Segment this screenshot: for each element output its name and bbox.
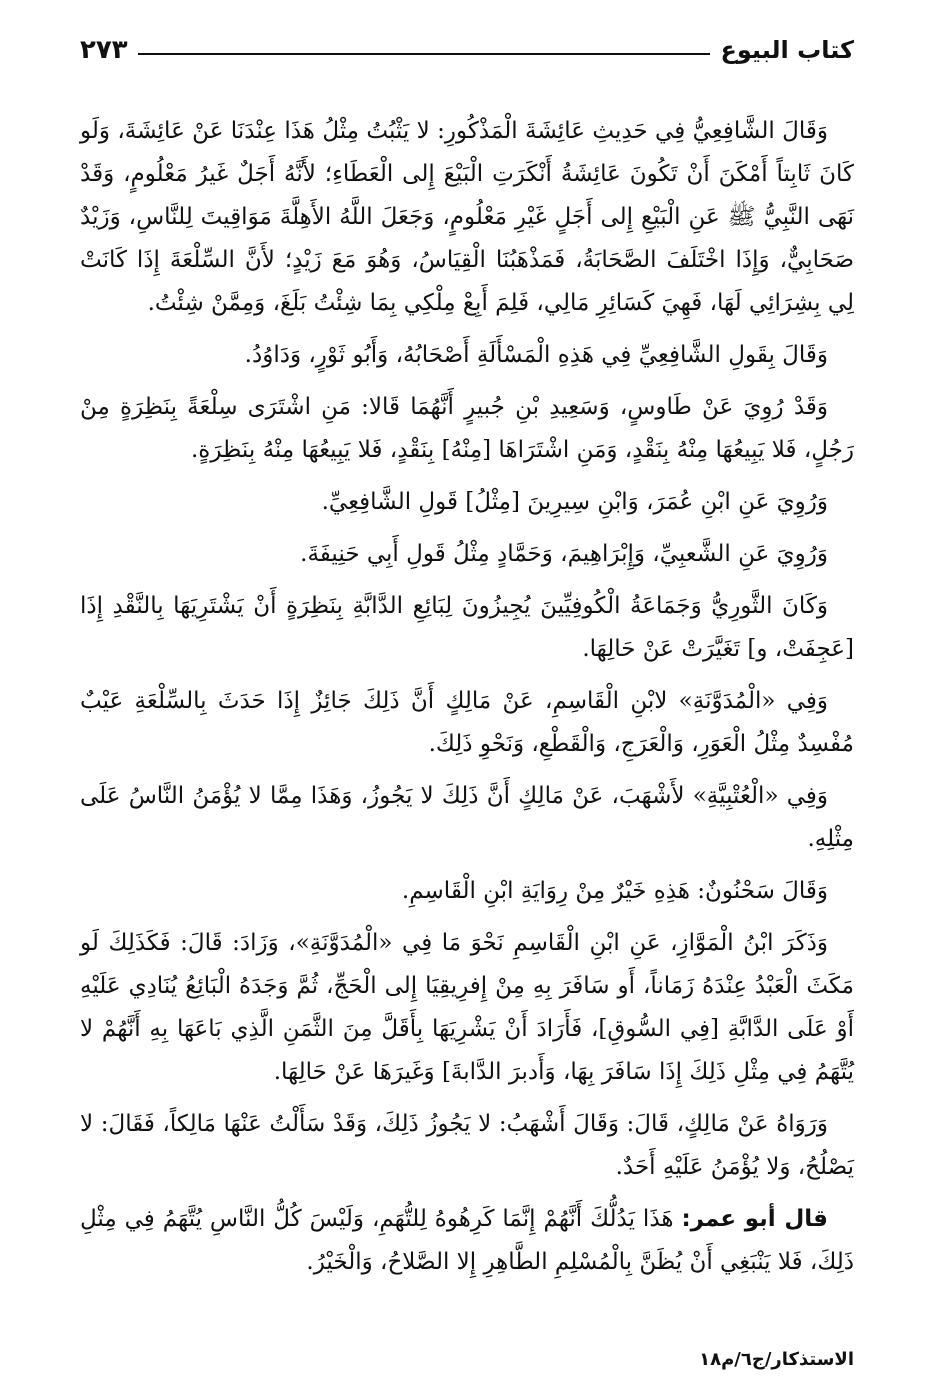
paragraph	[80, 680, 854, 766]
paragraph-text: وَرُوِيَ عَنِ ابْنِ عُمَرَ، وَابْنِ سِيرِينَ [مِثْلُ] قَولِ الشَّافِعِيِّ.	[321, 489, 828, 515]
paragraph-text: وَكَانَ الثَّورِيُّ وَجَمَاعَةُ الْكُوفِيِّينَ يُجِيزُونَ لِبَائِعِ الدَّابَّةِ بِنَظِرَةٍ أَنْ يَشْتَرِيَهَا بِالنَّقْدِ إِذَا [عَجِفَتْ، و] تَغَيَّرَتْ عَنْ حَالِهَا.	[80, 593, 854, 662]
paragraph-text: وَفِي «الْعُتْبِيَّةِ» لأَشْهَبَ، عَنْ مَالِكٍ أَنَّ ذَلِكَ لا يَجُوزُ، وَهَذَا مِمَّا لا يُؤْمَنُ النَّاسُ عَلَى مِثْلِهِ.	[80, 783, 854, 852]
paragraph	[80, 334, 854, 377]
paragraph-text: وَقَالَ الشَّافِعِيُّ فِي حَدِيثِ عَائِشَةَ الْمَذْكُورِ: لا يَثْبُتُ مِثْلُ هَذَا عِنْدَنَا عَنْ عَائِشَةَ، وَلَو كَانَ ثَابِتاً أَمْكَنَ أَنْ تَكُونَ عَائِشَةُ أَنْكَرَتِ الْبَيْعَ إِلى الْعَطَاءِ؛ لأَنَّهُ أَجَلٌ غَيرُ مَعْلُومٍ، وَقَدْ نَهَى النَّبِيُّ ﷺ عَنِ الْبَيْعِ إِلى أَجَلٍ غَيْرِ مَعْلُومٍ، وَجَعَلَ اللَّهُ الأَهِلَّةَ مَوَاقِيتَ لِلنَّاسِ، وَزَيْدٌ صَحَابِيٌّ، وَإِذَا اخْتَلَفَ الصَّحَابَةُ، فَمَذْهَبُنَا الْقِيَاسُ، وَهُوَ مَعَ زَيْدٍ؛ لأَنَّ السِّلْعَةَ إِذَا كَانَتْ لِي بِشِرَائِي لَهَا، فَهِيَ كَسَائِرِ مَالِي، فَلِمَ أَبِعْ مِلْكِي بِمَا شِئْتُ بَلَغَ، وَمِمَّنْ شِئْتُ.	[80, 118, 854, 316]
paragraph-text: وَقَالَ بِقَولِ الشَّافِعِيِّ فِي هَذِهِ الْمَسْأَلَةِ أَصْحَابُهُ، وَأَبُو ثَوْرٍ، وَدَاوُدُ.	[244, 342, 828, 368]
paragraph-text: وَذَكَرَ ابْنُ الْمَوَّازِ، عَنِ ابْنِ الْقَاسِمِ نَحْوَ مَا فِي «الْمُدَوَّنَةِ»، وَزَادَ: قَالَ: فَكَذَلِكَ لَو مَكَثَ الْعَبْدُ عِنْدَهُ زَمَاناً، أَو سَافَرَ بِهِ مِنْ إِفرِيقِيَا إِلى الْحَجِّ، ثُمَّ وَجَدَهُ الْبَائِعُ يُنَادِي عَلَيْهِ أَوْ عَلَى الدَّابَّةِ [فِي السُّوقِ]، فَأَرَادَ أَنْ يَشْرِيَهَا بِأَقَلَّ مِنَ الثَّمَنِ الَّذِي بَاعَهَا بِهِ أَنَّهُمْ لا يُتَّهَمُ فِي مِثْلِ ذَلِكَ إِذَا سَافَرَ بِهَا، وَأَدبرَ الدَّابةَ] وَغَيرَهَا عَنْ حَالِهَا.	[80, 930, 854, 1085]
paragraph	[80, 533, 854, 576]
paragraph-text: هَذَا يَدُلُّكَ أَنَّهُمْ إِنَّمَا كَرِهُوهُ لِلتُّهَمِ، وَلَيْسَ كُلُّ النَّاسِ يُتَّهَمُ فِي مِثْلِ ذَلِكَ، فَلا يَنْبَغِي أَنْ يُظَنَّ بِالْمُسْلِمِ الطَّاهِرِ إِلا الصَّلاحُ، وَالْخَيْرُ.	[80, 1206, 854, 1275]
paragraph	[80, 481, 854, 524]
paragraph	[80, 1103, 854, 1189]
paragraph	[80, 922, 854, 1094]
footer-signature: الاستذكار/ج٦/م١٨	[699, 1349, 854, 1370]
page-number: ٢٧٣	[80, 35, 128, 65]
paragraph-text: وَقَالَ سَحْنُونٌ: هَذِهِ خَيْرٌ مِنْ رِوَايَةِ ابْنِ الْقَاسِمِ.	[401, 878, 828, 904]
paragraph	[80, 775, 854, 861]
paragraph-text: وَقَدْ رُوِيَ عَنْ طَاوسٍ، وَسَعِيدِ بْنِ جُبيرٍ أَنَّهُمَا قَالا: مَنِ اشْتَرَى سِلْعَةً بِنَظِرَةٍ مِنْ رَجُلٍ، فَلا يَبِيعُهَا مِنْهُ بِنَقْدٍ، وَمَنِ اشْتَرَاهَا [مِنْهُ] بِنَقْدٍ، فَلا يَبِيعُهَا مِنْهُ بِنَظِرَةٍ.	[80, 394, 854, 463]
paragraph	[80, 870, 854, 913]
paragraph-lead: قال أبو عمر:	[681, 1206, 828, 1232]
paragraph	[80, 585, 854, 671]
paragraph-text: وَفِي «الْمُدَوَّنَةِ» لابْنِ الْقَاسِمِ، عَنْ مَالِكٍ أَنَّ ذَلِكَ جَائِزٌ إِذَا حَدَثَ بِالسِّلْعَةِ عَيْبٌ مُفْسِدٌ مِثْلُ الْعَوَرِ، وَالْعَرَجِ، وَالْقَطْعِ، وَنَحْوِ ذَلِكَ.	[80, 688, 854, 757]
paragraph-text: وَرَوَاهُ عَنْ مَالِكٍ، قَالَ: وَقَالَ أَشْهَبُ: لا يَجُوزُ ذَلِكَ، وَقَدْ سَأَلْتُ عَنْهَا مَالِكاً، فَقَالَ: لا يَصْلُحُ، وَلا يُؤْمَنُ عَلَيْهِ أَحَدٌ.	[80, 1111, 854, 1180]
header-rule	[138, 53, 711, 55]
paragraph	[80, 110, 854, 325]
paragraph-text: وَرُوِيَ عَنِ الشَّعبِيِّ، وَإِبْرَاهِيمَ، وَحَمَّادٍ مِثْلُ قَولِ أَبِي حَنِيفَةَ.	[300, 541, 828, 567]
paragraph	[80, 386, 854, 472]
body-text	[80, 110, 854, 1284]
running-title: كتاب البيوع	[720, 36, 854, 64]
page-header	[80, 30, 854, 70]
paragraph	[80, 1198, 854, 1284]
